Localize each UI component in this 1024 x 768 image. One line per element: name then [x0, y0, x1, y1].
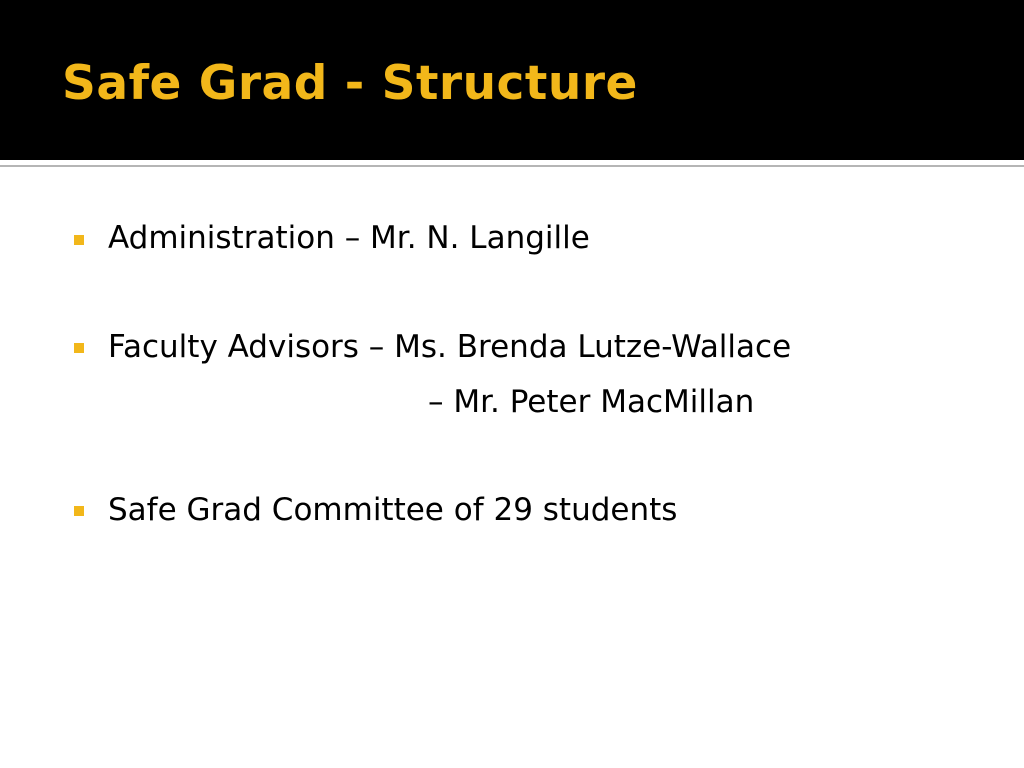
bullet-item-faculty-advisors-continuation: – Mr. Peter MacMillan [428, 384, 755, 420]
bullet-item-committee: Safe Grad Committee of 29 students [108, 492, 678, 528]
bullet-icon [74, 235, 84, 245]
bullet-icon [74, 506, 84, 516]
slide-title: Safe Grad - Structure [62, 56, 638, 111]
bullet-item-administration: Administration – Mr. N. Langille [108, 220, 590, 256]
bullet-icon [74, 343, 84, 353]
bullet-item-faculty-advisors: Faculty Advisors – Ms. Brenda Lutze-Wallace [108, 329, 792, 365]
